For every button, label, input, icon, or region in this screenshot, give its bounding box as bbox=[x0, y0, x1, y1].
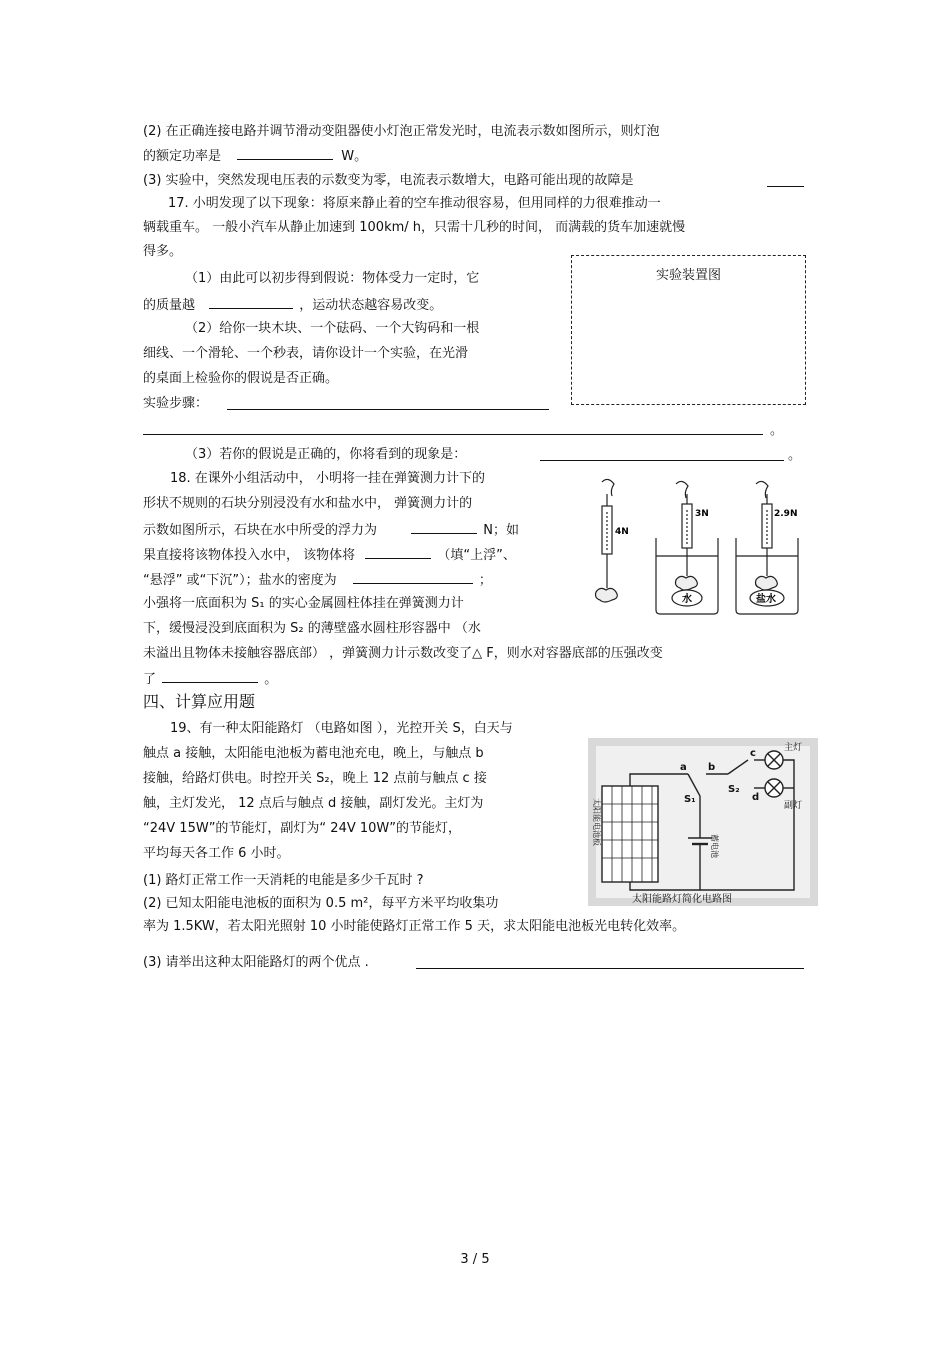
contact-c: c bbox=[750, 748, 756, 759]
q17-part3-line: （3）若你的假说是正确的，你将看到的现象是： bbox=[185, 447, 467, 462]
q16-part2-line1: (2) 在正确连接电路并调节滑动变阻器使小灯泡正常发光时，电流表示数如图所示，则灯泡 bbox=[143, 124, 660, 139]
q18-line3 bbox=[143, 520, 519, 540]
q19-line5: “24V 15W”的节能灯，副灯为“ 24V 10W”的节能灯， bbox=[143, 821, 461, 836]
q18-line4 bbox=[143, 545, 516, 565]
answer-blank-steps-1[interactable] bbox=[227, 396, 549, 410]
label-water: 水 bbox=[682, 594, 692, 605]
q16-part2-line2 bbox=[143, 146, 367, 166]
q16-part2-unit: W。 bbox=[341, 149, 368, 164]
q17-part2-line1: （2）给你一块木块、一个砝码、一个大钩码和一根 bbox=[185, 321, 480, 336]
q18-line1: 18. 在课外小组活动中， 小明将一挂在弹簧测力计下的 bbox=[170, 471, 485, 486]
q19-line2: 触点 a 接触，太阳能电池板为蓄电池充电，晚上，与触点 b bbox=[143, 746, 484, 761]
q17-line1: 17. 小明发现了以下现象：将原来静止着的空车推动很容易，但用同样的力很难推动一 bbox=[168, 196, 661, 211]
contact-b: b bbox=[708, 762, 716, 773]
q18-line6: 小强将一底面积为 S₁ 的实心金属圆柱体挂在弹簧测力计 bbox=[143, 596, 464, 611]
label-main-lamp: 主灯 bbox=[784, 743, 803, 753]
q17-line3: 得多。 bbox=[143, 244, 183, 259]
q18-line2: 形状不规则的石块分别浸没有水和盐水中， 弹簧测力计的 bbox=[143, 496, 473, 511]
switch-s1: S₁ bbox=[684, 794, 696, 805]
q17-part1-line2 bbox=[143, 295, 442, 315]
q18-line7: 下，缓慢浸没到底面积为 S₂ 的薄壁盛水圆柱形容器中 （水 bbox=[143, 621, 481, 636]
q19-line3: 接触，给路灯供电。时控开关 S₂，晚上 12 点前与触点 c 接 bbox=[143, 771, 487, 786]
section-title: 四、计算应用题 bbox=[143, 692, 256, 711]
q18-line9-text: 了 bbox=[143, 672, 157, 687]
q17-part1-line1: （1）由此可以初步得到假说：物体受力一定时，它 bbox=[185, 271, 480, 286]
experiment-setup-label: 实验装置图 bbox=[655, 268, 721, 283]
answer-blank-mass[interactable] bbox=[209, 295, 293, 309]
page-number: 3 / 5 bbox=[460, 1252, 490, 1267]
q19-part2-line1: (2) 已知太阳能电池板的面积为 0.5 m²，每平方米平均收集功 bbox=[143, 896, 499, 911]
answer-blank-sink-float[interactable] bbox=[365, 545, 431, 559]
answer-blank-fault[interactable] bbox=[767, 173, 804, 187]
q17-steps-line bbox=[143, 395, 208, 413]
contact-d: d bbox=[752, 792, 760, 803]
q17-part3-period: 。 bbox=[788, 448, 802, 463]
q19-line6: 平均每天各工作 6 小时。 bbox=[143, 846, 290, 861]
label-brine: 盐水 bbox=[756, 594, 776, 605]
q18-line4-tail: （填“上浮”、 bbox=[437, 548, 516, 563]
circuit-caption: 太阳能路灯简化电路图 bbox=[632, 894, 732, 905]
answer-blank-phenomenon[interactable] bbox=[540, 447, 784, 461]
q19-line1: 19、有一种太阳能路灯 （电路如图 ），光控开关 S，白天与 bbox=[170, 721, 513, 736]
q18-line4-text: 果直接将该物体投入水中， 该物体将 bbox=[143, 548, 356, 563]
answer-blank-steps-2[interactable] bbox=[143, 421, 763, 435]
answer-blank-power[interactable] bbox=[237, 146, 333, 160]
experiment-setup-box bbox=[571, 255, 806, 405]
q17-part1-tail: ，运动状态越容易改变。 bbox=[299, 298, 443, 313]
q17-steps-period: 。 bbox=[770, 423, 784, 438]
label-battery: 蓄电池 bbox=[710, 834, 719, 858]
reading-brine: 2.9N bbox=[774, 509, 798, 519]
label-solar-panel: 太阳能电池板 bbox=[592, 798, 601, 846]
spring-scale-figure bbox=[572, 476, 802, 618]
q19-part3: (3) 请举出这种太阳能路灯的两个优点 . bbox=[143, 955, 369, 970]
answer-blank-density[interactable] bbox=[353, 570, 473, 584]
q16-part2-text: 的额定功率是 bbox=[143, 149, 222, 164]
q17-line2: 辆载重车。 一般小汽车从静止加速到 100km/ h，只需十几秒的时间， 而满载的货车加速就慢 bbox=[143, 220, 686, 235]
reading-water: 3N bbox=[695, 509, 709, 519]
contact-a: a bbox=[680, 762, 687, 773]
answer-blank-buoyancy[interactable] bbox=[411, 520, 477, 534]
q18-line5-text: “悬浮” 或“下沉”）；盐水的密度为 bbox=[143, 573, 337, 588]
answer-blank-pressure[interactable] bbox=[162, 669, 258, 683]
switch-s2: S₂ bbox=[728, 784, 740, 795]
label-sub-lamp: 副灯 bbox=[784, 801, 803, 811]
q18-line8: 未溢出且物体未接触容器底部） ，弹簧测力计示数改变了△ F，则水对容器底部的压强改变 bbox=[143, 646, 663, 661]
q19-line4: 触，主灯发光， 12 点后与触点 d 接触，副灯发光。主灯为 bbox=[143, 796, 484, 811]
solar-circuit-figure bbox=[588, 738, 818, 906]
q17-part2-line2: 细线、一个滑轮、一个秒表，请你设计一个实验，在光滑 bbox=[143, 346, 469, 361]
q18-line5 bbox=[143, 570, 492, 590]
q16-part3-line: (3) 实验中，突然发现电压表的示数变为零，电流表示数增大，电路可能出现的故障是 bbox=[143, 173, 634, 188]
q18-line5-tail: ； bbox=[478, 573, 492, 588]
q17-part2-line3: 的桌面上检验你的假说是否正确。 bbox=[143, 371, 339, 386]
reading-air: 4N bbox=[615, 527, 629, 537]
q19-part1: (1) 路灯正常工作一天消耗的电能是多少千瓦时 ? bbox=[143, 873, 424, 888]
q17-part1-text: 的质量越 bbox=[143, 298, 196, 313]
q18-line9-tail: 。 bbox=[264, 672, 278, 687]
q18-line3-tail: N；如 bbox=[483, 523, 520, 538]
q19-part2-line2: 率为 1.5KW，若太阳光照射 10 小时能使路灯正常工作 5 天，求太阳能电池板光电转化效率。 bbox=[143, 919, 686, 934]
steps-label: 实验步骤： bbox=[143, 396, 209, 411]
q18-line3-text: 示数如图所示，石块在水中所受的浮力为 bbox=[143, 523, 378, 538]
q18-line9 bbox=[143, 669, 277, 689]
answer-blank-advantages[interactable] bbox=[416, 955, 804, 969]
